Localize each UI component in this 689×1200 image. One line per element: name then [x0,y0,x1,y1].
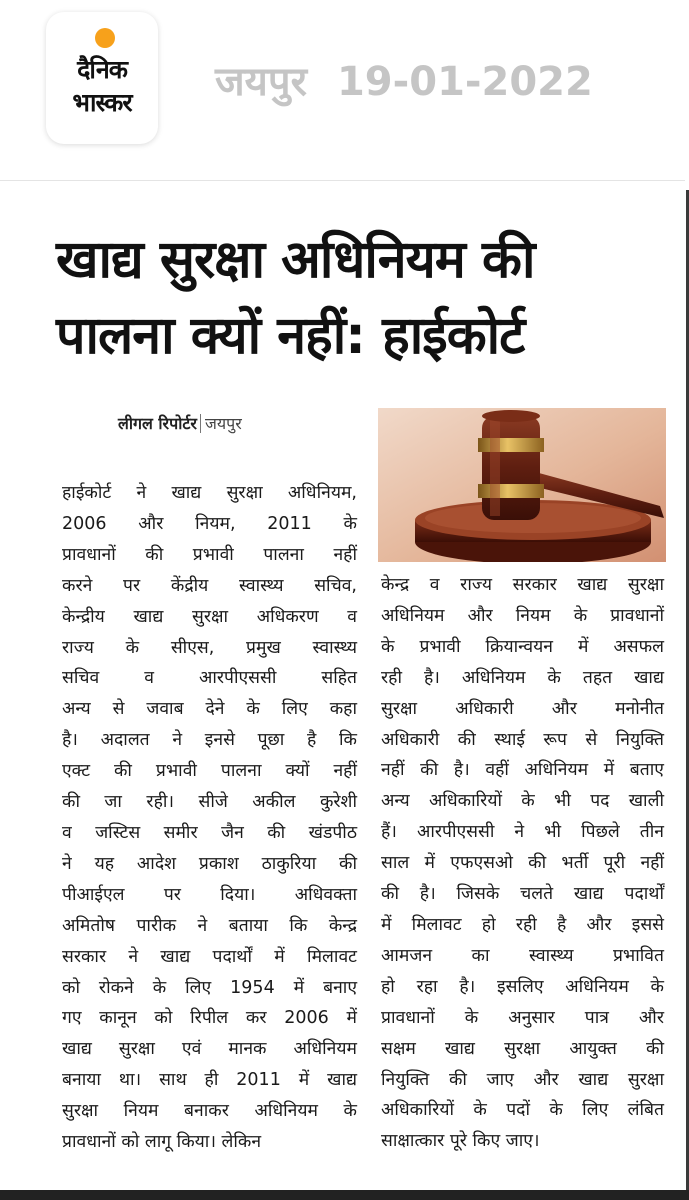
column-line: केन्द्र व राज्य सरकार खाद्य सुरक्षा [381,575,664,595]
article-headline [56,222,676,374]
headline-line1: खाद्य सुरक्षा अधिनियम की [56,230,535,290]
logo-sun-icon [95,28,115,48]
byline [118,412,242,434]
headline-line2: पालना क्यों नहीं: हाईकोर्ट [56,306,525,366]
column-line: आमजन का स्वास्थ्य प्रभावित [381,945,664,966]
gavel-photo [378,408,666,562]
column-line: हाईकोर्ट ने खाद्य सुरक्षा अधिनियम, [62,483,357,503]
column-line: है। अदालत ने इनसे पूछा है कि [62,730,357,751]
column-line: सुरक्षा नियम बनाकर अधिनियम के [62,1101,357,1122]
column-line: सुरक्षा अधिकारी और मनोनीत [381,698,664,719]
byline-reporter: लीगल रिपोर्टर [118,414,197,433]
column-line: अधिकारियों के पदों के लिए लंबित [381,1100,664,1121]
logo-text-line1: दैनिक [77,55,127,84]
dateline [215,52,593,107]
column-line: साक्षात्कार पूरे किए जाए। [381,1131,540,1152]
column-line: अन्य से जवाब देने के लिए कहा [62,699,357,720]
column-line: पीआईएल पर दिया। अधिवक्ता [62,884,357,905]
column-line: करने पर केंद्रीय स्वास्थ्य सचिव, [62,575,357,596]
column-line: नहीं की है। वहीं अधिनियम में बताए [381,760,664,781]
column-line: प्रावधानों की प्रभावी पालना नहीं [62,544,357,565]
article-column-right [381,570,664,1157]
column-line: हो रहा है। इसलिए अधिनियम के [381,976,664,997]
column-line: नियुक्ति की जाए और खाद्य सुरक्षा [381,1069,664,1090]
column-line: केन्द्रीय खाद्य सुरक्षा अधिकरण व [62,606,357,627]
logo-text-line2: भास्कर [72,88,132,117]
column-line: सरकार ने खाद्य पदार्थों में मिलावट [62,946,357,967]
header-divider [0,180,685,181]
column-line: बनाया था। साथ ही 2011 में खाद्य [62,1070,357,1091]
column-line: सचिव व आरपीएससी सहित [62,668,357,689]
column-line: प्रावधानों को लागू किया। लेकिन [62,1132,262,1153]
column-line: राज्य के सीएस, प्रमुख स्वास्थ्य [62,637,357,658]
article-column-left [62,478,357,1158]
newspaper-logo [46,12,158,144]
column-line: एक्ट की प्रभावी पालना क्यों नहीं [62,761,357,782]
column-line: गए कानून को रिपील कर 2006 में [62,1008,357,1029]
edition-date: 19-01-2022 [336,59,593,105]
bottom-bar [0,1190,689,1200]
column-line: अमितोष पारीक ने बताया कि केन्द्र [62,915,357,936]
column-line: हैं। आरपीएससी ने भी पिछले तीन [381,822,664,843]
column-line: की जा रही। सीजे अकील कुरेशी [62,792,357,813]
column-line: व जस्टिस समीर जैन की खंडपीठ [62,822,357,843]
column-line: खाद्य सुरक्षा एवं मानक अधिनियम [62,1039,357,1060]
column-line: प्रावधानों के अनुसार पात्र और [381,1007,664,1028]
column-line: की है। जिसके चलते खाद्य पदार्थों [381,884,664,905]
column-line: को रोकने के लिए 1954 में बनाए [62,977,357,998]
judge-gavel-icon [378,408,666,562]
column-line: अधिकारी की स्थाई रूप से नियुक्ति [381,729,664,750]
column-line: 2006 और नियम, 2011 के [62,513,357,534]
column-line: सक्षम खाद्य सुरक्षा आयुक्त की [381,1038,664,1059]
column-line: में मिलावट हो रही है और इससे [381,914,664,935]
column-line: अधिनियम और नियम के प्रावधानों [381,605,664,626]
column-line: अन्य अधिकारियों के भी पद खाली [381,791,664,812]
column-line: रही है। अधिनियम के तहत खाद्य [381,667,664,688]
column-line: के प्रभावी क्रियान्वयन में असफल [381,636,664,657]
column-line: ने यह आदेश प्रकाश ठाकुरिया की [62,853,357,874]
column-line: साल में एफएसओ की भर्ती पूरी नहीं [381,853,664,874]
byline-city: जयपुर [200,414,242,433]
edition-city: जयपुर [215,59,307,105]
